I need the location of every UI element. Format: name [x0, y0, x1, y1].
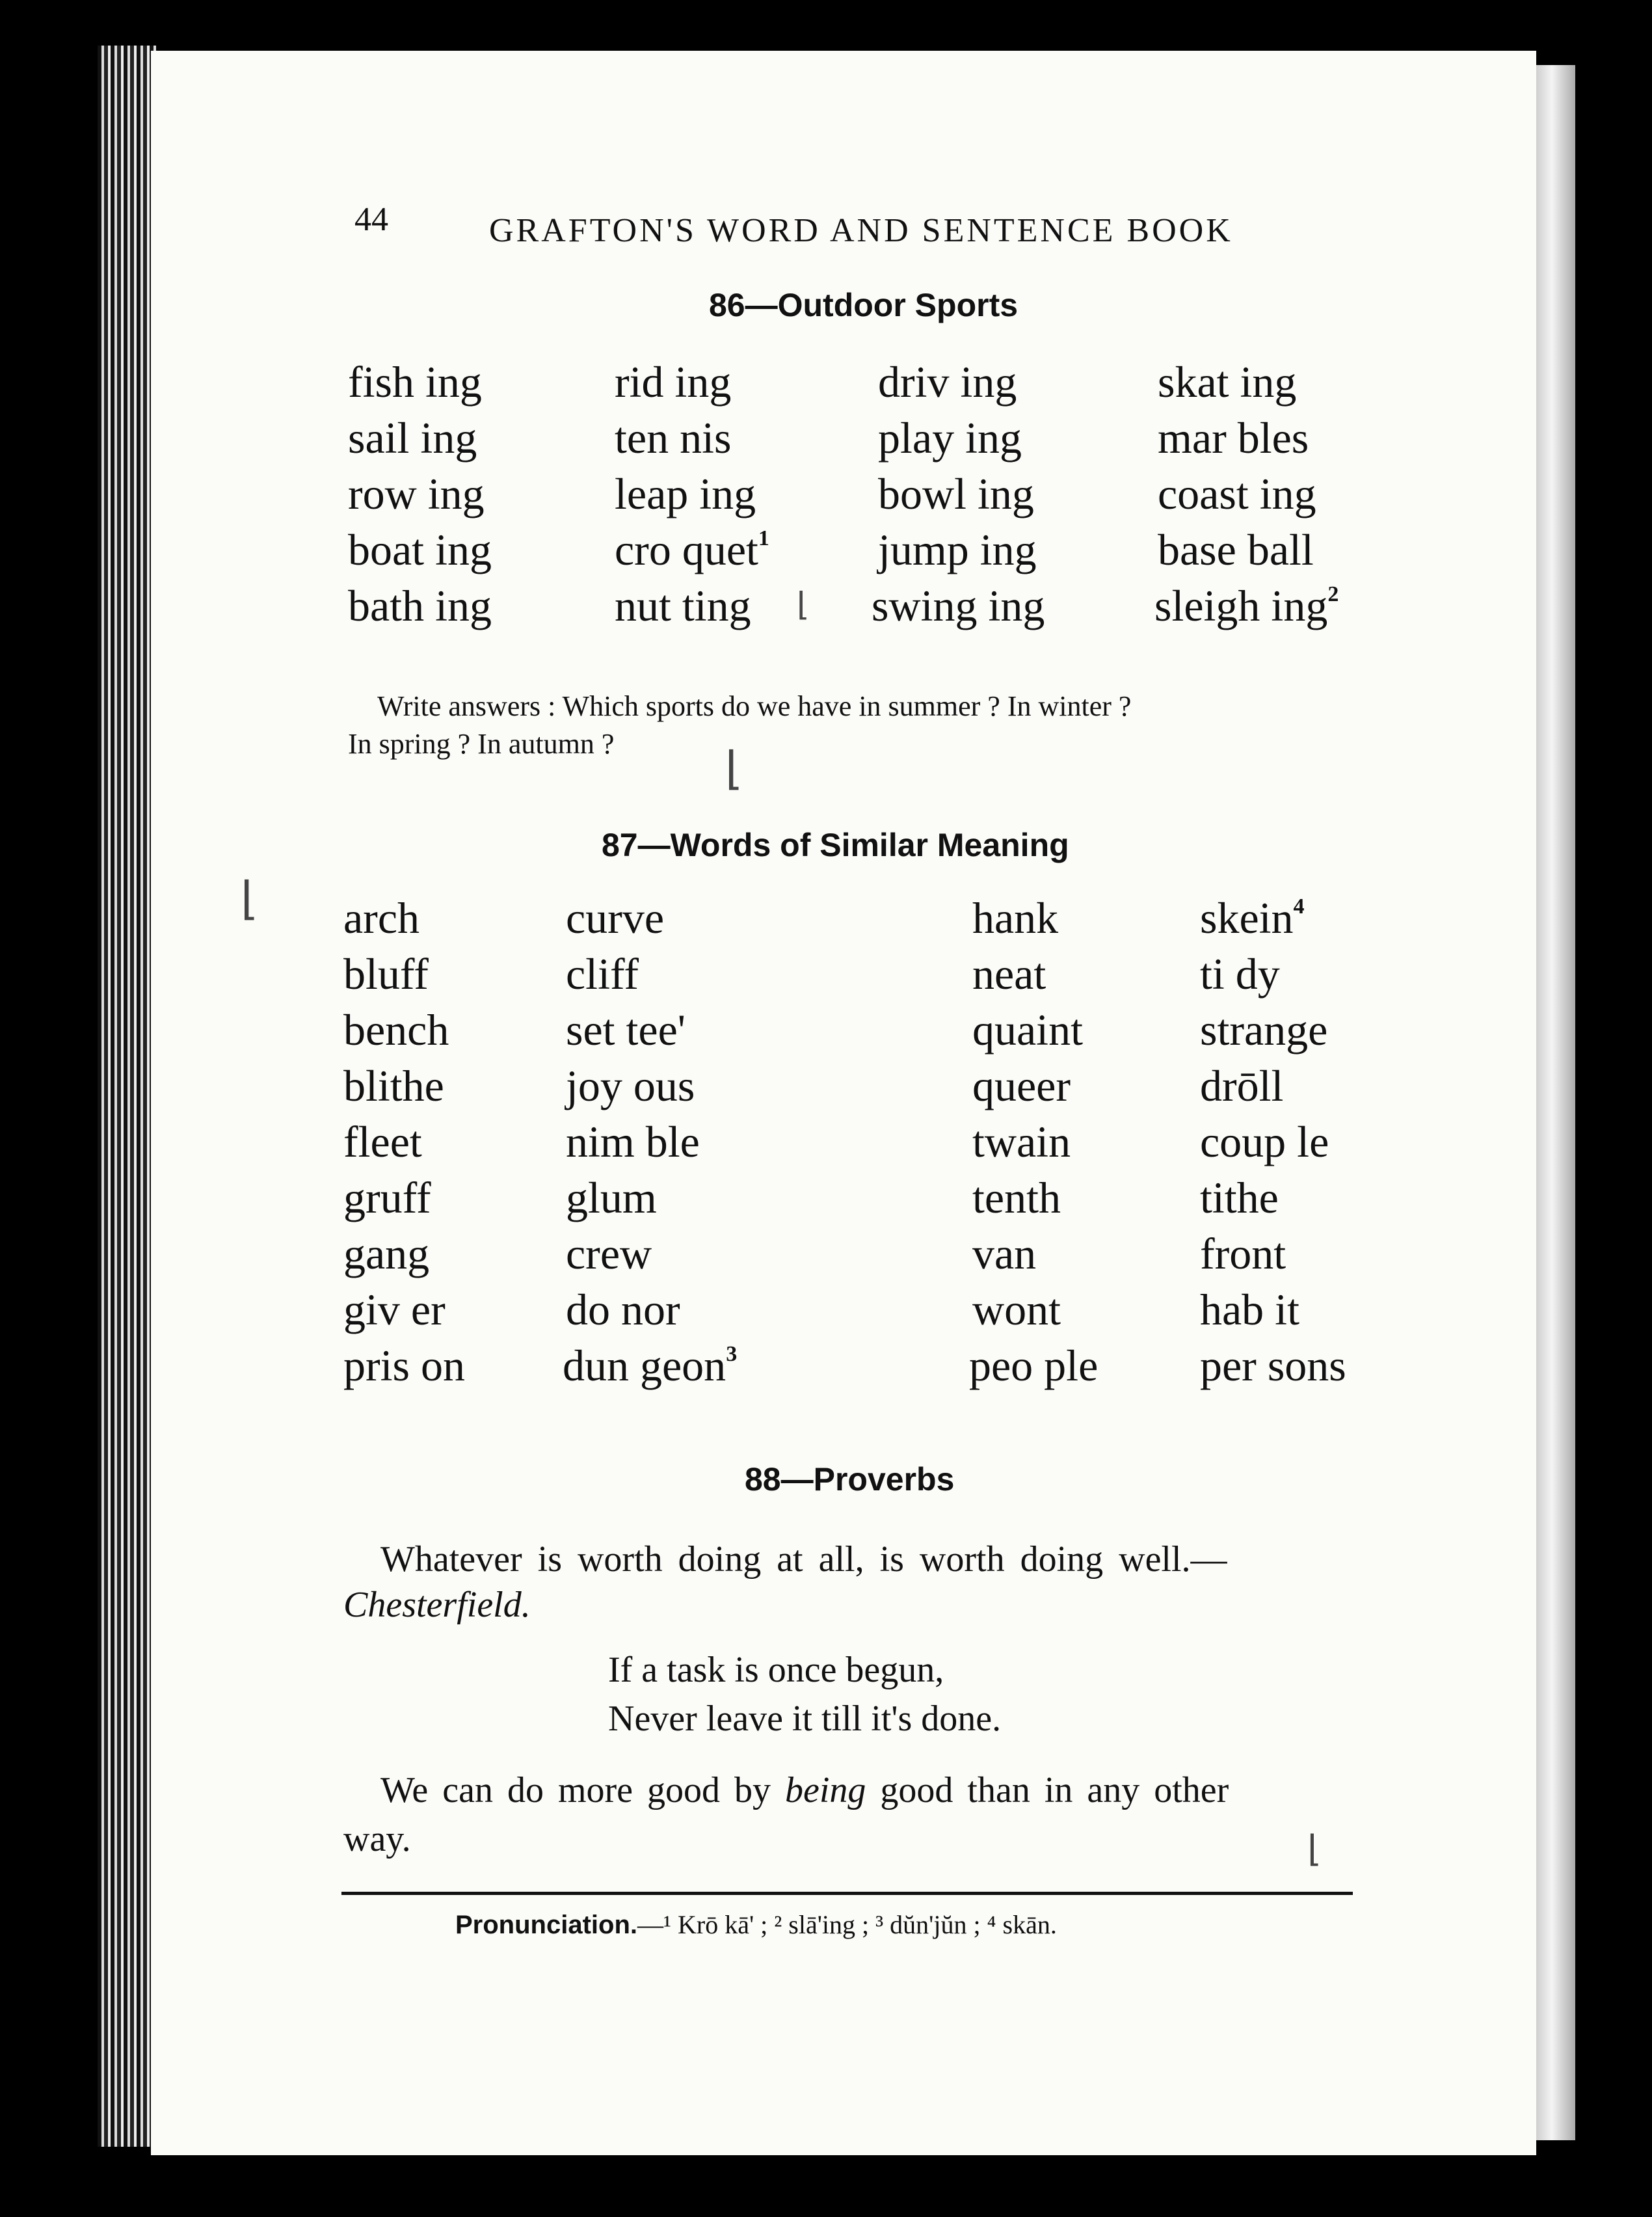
page-edge [1536, 65, 1575, 2140]
page-number: 44 [354, 201, 388, 238]
word-list-item: crew [566, 1229, 652, 1278]
word-list-item: coup le [1200, 1117, 1329, 1166]
word-list-item: sleigh ing$^2$ [1154, 581, 1339, 630]
running-title: GRAFTON'S WORD AND SENTENCE BOOK [489, 212, 1233, 249]
proverb-text: We can do more good by being good than in any other [380, 1770, 1229, 1810]
word-list-item: mar bles [1158, 413, 1309, 463]
word-list-item: fish ing [348, 357, 482, 407]
word-list-item: strange [1200, 1005, 1328, 1055]
word-list-item: set tee' [566, 1005, 686, 1055]
book-spine [98, 46, 156, 2147]
exercise-note: Write answers : Which sports do we have in summer ? In winter ? [377, 690, 1132, 722]
footnote-ref: 2 [1327, 582, 1339, 607]
section-86-title: 86—Outdoor Sports [709, 287, 1019, 323]
word-list-item: rid ing [615, 357, 732, 407]
word-list-item: skein$^4$ [1200, 893, 1305, 943]
word-list-item: front [1200, 1229, 1286, 1278]
word-list-item: nim ble [566, 1117, 700, 1166]
word-list-item: bowl ing [878, 469, 1034, 518]
word-list-item: leap ing [615, 469, 756, 518]
pencil-check-mark: ⌊ [241, 872, 259, 925]
word-list-item: boat ing [348, 525, 492, 574]
footnote-rule [341, 1892, 1353, 1895]
word-list-item: base ball [1158, 525, 1314, 574]
word-list-item: jump ing [878, 525, 1037, 574]
emphasis: being [785, 1770, 866, 1810]
proverb-text-cont: way. [343, 1819, 411, 1859]
footnote-label: Pronunciation. [455, 1911, 637, 1939]
word-list-item: sail ing [348, 413, 477, 463]
word-list-item: quaint [972, 1005, 1083, 1055]
word-list-item: tithe [1200, 1173, 1279, 1222]
word-list-item: cliff [566, 949, 639, 999]
verse-line: If a task is once begun, [608, 1650, 944, 1690]
word-list-item: giv er [343, 1285, 446, 1334]
proverb-author: Chesterfield. [343, 1585, 531, 1625]
pencil-check-mark: ⌊ [797, 585, 810, 623]
word-list-item: twain [972, 1117, 1071, 1166]
footnote-ref: 4 [1293, 894, 1305, 919]
word-list-item: wont [972, 1285, 1061, 1334]
word-list-item: blithe [343, 1061, 444, 1110]
word-list-item: bench [343, 1005, 449, 1055]
pencil-check-mark: ⌊ [1307, 1828, 1322, 1870]
word-list-item: coast ing [1158, 469, 1316, 518]
word-list-item: skat ing [1158, 357, 1297, 407]
word-list-item: driv ing [878, 357, 1017, 407]
word-list-item: hank [972, 893, 1059, 943]
word-list-item: joy ous [566, 1061, 695, 1110]
word-list-item: gruff [343, 1173, 431, 1222]
word-list-item: peo ple [969, 1341, 1099, 1390]
pencil-check-mark: ⌊ [725, 742, 743, 795]
word-list-item: bluff [343, 949, 429, 999]
word-list-item: arch [343, 893, 420, 943]
word-list-item: queer [972, 1061, 1071, 1110]
section-88-title: 88—Proverbs [745, 1461, 955, 1498]
verse-line: Never leave it till it's done. [608, 1699, 1002, 1739]
footnote-ref: 1 [758, 526, 769, 551]
word-list-item: curve [566, 893, 665, 943]
footnote-ref: 3 [726, 1342, 738, 1367]
exercise-note-cont: In spring ? In autumn ? [348, 728, 615, 760]
word-list-item: van [972, 1229, 1037, 1278]
word-list-item: neat [972, 949, 1046, 999]
word-list-item: bath ing [348, 581, 492, 630]
word-list-item: hab it [1200, 1285, 1299, 1334]
word-list-item: pris on [343, 1341, 465, 1390]
word-list-item: fleet [343, 1117, 422, 1166]
word-list-item: do nor [566, 1285, 680, 1334]
word-list-item: gang [343, 1229, 430, 1278]
word-list-item: tenth [972, 1173, 1061, 1222]
word-list-item: nut ting [615, 581, 751, 630]
word-list-item: drōll [1200, 1061, 1284, 1110]
word-list-item: ti dy [1200, 949, 1280, 999]
word-list-item: row ing [348, 469, 485, 518]
pronunciation-footnote: Pronunciation.—¹ Krō kā' ; ² slā'ing ; ³ dŭn'jŭn ; ⁴ skān. [455, 1910, 1057, 1939]
section-87-title: 87—Words of Similar Meaning [602, 827, 1069, 863]
word-list-item: swing ing [872, 581, 1045, 630]
word-list-item: glum [566, 1173, 657, 1222]
word-list-item: play ing [878, 413, 1022, 463]
word-list-item: cro quet$^1$ [615, 525, 769, 574]
word-list-item: ten nis [615, 413, 732, 463]
proverb-text: Whatever is worth doing at all, is worth doing well.— [380, 1539, 1227, 1579]
word-list-item: per sons [1200, 1341, 1346, 1390]
word-list-item: dun geon$^3$ [563, 1341, 738, 1390]
